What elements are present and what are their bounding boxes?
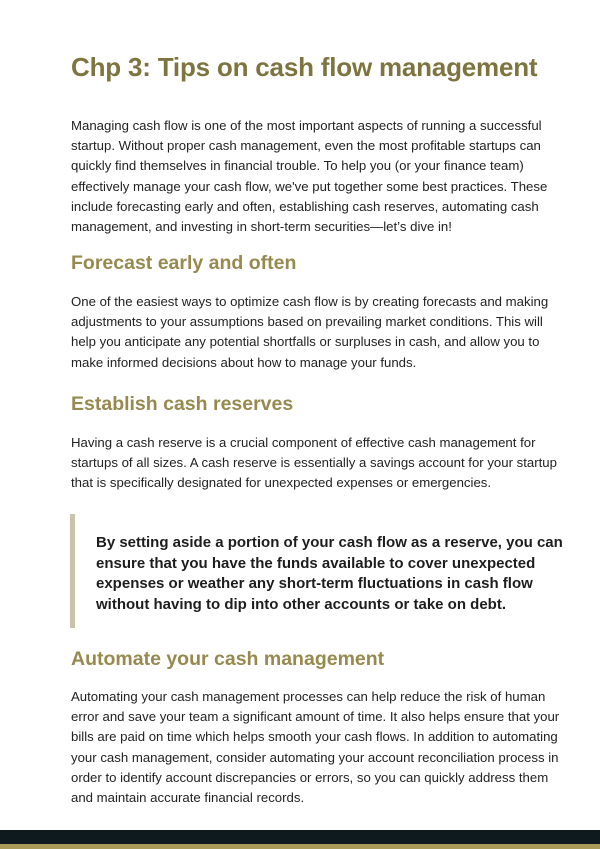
intro-line: include forecasting early and often, establishing cash reserves, automating cash [71,198,539,214]
section-heading-forecast: Forecast early and often [71,252,297,274]
section-heading-automate: Automate your cash management [71,648,385,670]
paragraph-line: help you anticipate any potential shortfalls or surpluses in cash, and allow you to [71,334,540,350]
paragraph-line: startups of all sizes. A cash reserve is essentially a savings account for your startup [71,455,557,471]
intro-line: effectively manage your cash flow, we've put together some best practices. These [71,178,548,194]
paragraph-line: Automating your cash management processes can help reduce the risk of human [71,689,546,704]
paragraph-line: your cash management, consider automating your account reconciliation process in [71,749,559,765]
intro-line: quickly find themselves in financial trouble. To help you (or your finance team) [71,158,524,174]
paragraph-line: adjustments to your assumptions based on prevailing market conditions. This will [71,314,543,330]
footer-band [0,830,600,844]
paragraph-line: that is specifically designated for unexpected expenses or emergencies. [71,475,492,491]
paragraph-line: order to identify account discrepancies or errors, so you can quickly address them [71,769,549,785]
intro-line: management, and investing in short-term securities—let’s dive in! [71,219,452,235]
intro-paragraph [71,116,571,237]
paragraph-line: error and save your team a significant amount of time. It also helps ensure that your [71,709,560,725]
pull-quote-line: ensure that you have the funds available to cover unexpected [96,554,536,572]
paragraph-line: make informed decisions about how to manage your funds. [71,354,417,370]
section-paragraph-reserves [71,433,571,494]
section-paragraph-forecast [71,292,571,373]
paragraph-line: Having a cash reserve is a crucial component of effective cash management for [71,435,536,450]
intro-line: startup. Without proper cash management, even the most profitable startups can [71,138,541,154]
pull-quote-line: By setting aside a portion of your cash flow as a reserve, you can [96,534,563,551]
pull-quote-line: expenses or weather any short-term fluctuations in cash flow [96,575,533,592]
pull-quote-line: without having to dip into other accounts or take on debt. [96,595,506,613]
paragraph-line: bills are paid on time which helps smooth your cash flows. In addition to automating [71,729,558,745]
footer-accent-stripe [0,844,600,849]
section-paragraph-automate [71,687,571,808]
intro-line: Managing cash flow is one of the most important aspects of running a successful [71,118,542,133]
pull-quote-bar [70,514,75,628]
paragraph-line: One of the easiest ways to optimize cash flow is by creating forecasts and making [71,294,549,309]
section-heading-reserves: Establish cash reserves [71,393,294,415]
pull-quote [96,533,566,615]
paragraph-line: and maintain accurate financial records. [71,790,305,806]
chapter-title: Chp 3: Tips on cash flow management [71,52,538,82]
